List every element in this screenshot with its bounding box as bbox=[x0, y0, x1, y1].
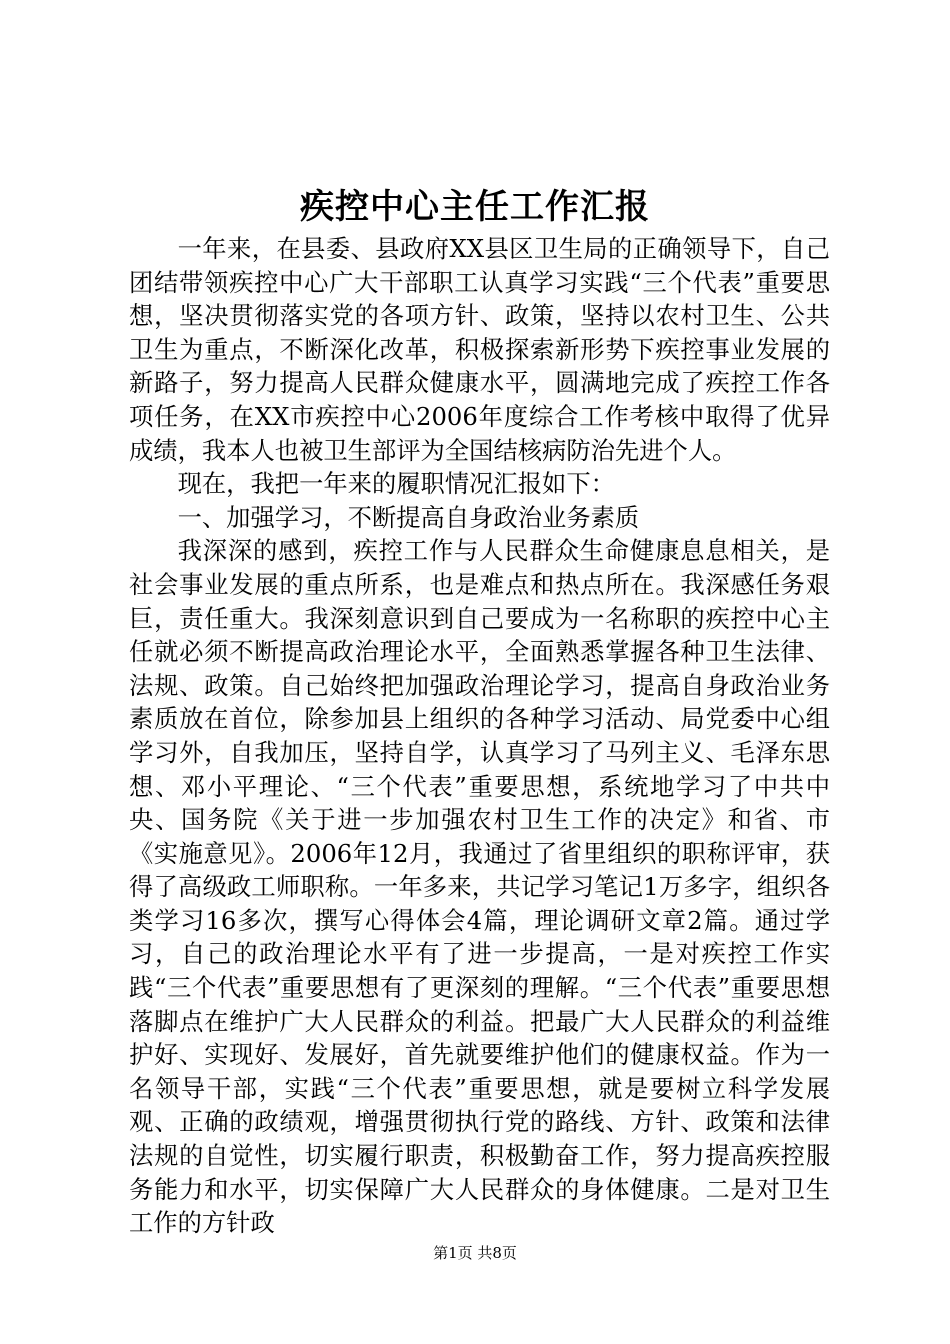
body-paragraph: 一年来，在县委、县政府XX县区卫生局的正确领导下，自己团结带领疾控中心广大干部职工认真学习实践“三个代表”重要思想，坚决贯彻落实党的各项方针、政策，坚持以农村卫生、公共卫生为重点，不断深化改革，积极探索新形势下疾控事业发展的新路子，努力提高人民群众健康水平，圆满地完成了疾控工作各项任务，在XX市疾控中心2006年度综合工作考核中取得了优异成绩，我本人也被卫生部评为全国结核病防治先进个人。 bbox=[129, 234, 830, 465]
body-paragraph: 现在，我把一年来的履职情况汇报如下： bbox=[177, 469, 615, 499]
document-title: 疾控中心主任工作汇报 bbox=[300, 187, 650, 227]
section-heading: 一、加强学习，不断提高自身政治业务素质 bbox=[177, 502, 640, 532]
page-footer: 第1页 共8页 bbox=[433, 1244, 517, 1262]
document-body bbox=[129, 232, 830, 1240]
body-paragraph: 我深深的感到，疾控工作与人民群众生命健康息息相关，是社会事业发展的重点所系，也是难点和热点所在。我深感任务艰巨，责任重大。我深刻意识到自己要成为一名称职的疾控中心主任就必须不断提高政治理论水平，全面熟悉掌握各种卫生法律、法规、政策。自己始终把加强政治理论学习，提高自身政治业务素质放在首位，除参加县上组织的各种学习活动、局党委中心组学习外，自我加压，坚持自学，认真学习了马列主义、毛泽东思想、邓小平理论、“三个代表”重要思想，系统地学习了中共中央、国务院《关于进一步加强农村卫生工作的决定》和省、市《实施意见》。2006年12月，我通过了省里组织的职称评审，获得了高级政工师职称。一年多来，共记学习笔记1万多字，组织各类学习16多次，撰写心得体会4篇，理论调研文章2篇。通过学习，自己的政治理论水平有了进一步提高，一是对疾控工作实践“三个代表”重要思想有了更深刻的理解。“三个代表”重要思想落脚点在维护广大人民群众的利益。把最广大人民群众的利益维护好、实现好、发展好，首先就要维护他们的健康权益。作为一名领导干部，实践“三个代表”重要思想，就是要树立科学发展观、正确的政绩观，增强贯彻执行党的路线、方针、政策和法律法规的自觉性，切实履行职责，积极勤奋工作，努力提高疾控服务能力和水平，切实保障广大人民群众的身体健康。二是对卫生工作的方针政 bbox=[129, 536, 830, 1238]
